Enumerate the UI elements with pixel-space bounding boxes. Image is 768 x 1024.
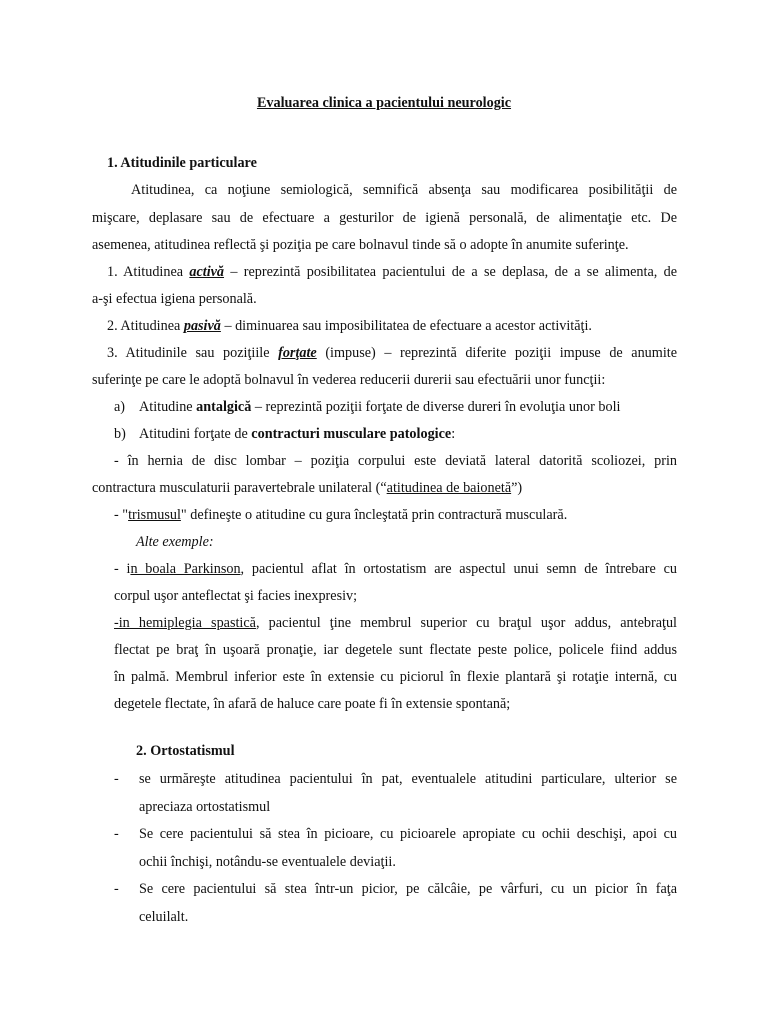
item-2-line — [107, 318, 592, 335]
hernia-line-1: - în hernia de disc lombar – poziţia corpului este deviată lateral datorită scoliozei, prin — [114, 453, 677, 469]
bullet-2-line-1: Se cere pacientului să stea în picioare, cu picioarele apropiate cu ochii deschişi, apoi cu — [139, 826, 677, 842]
item-3-term: forţate — [278, 345, 317, 361]
trismus-term: trismusul — [128, 507, 181, 523]
item-1-line-1 — [107, 264, 677, 281]
hemiplegia-term: -in hemiplegia spastică — [114, 615, 256, 631]
hernia-prefix: contractura musculaturii paravertebrale unilateral (“ — [92, 480, 387, 496]
sub-b-term: contracturi musculare patologice — [251, 426, 452, 442]
parkinson-term: n boala Parkinson — [130, 561, 241, 577]
item-1-rest: – reprezintă posibilitatea pacientului de a se deplasa, de a se alimenta, de — [224, 264, 677, 280]
hemiplegia-line-2: flectat pe braţ în uşoară pronaţie, iar degetele sunt flectate peste police, policele fiind addus — [114, 642, 677, 658]
parkinson-prefix: - i — [114, 561, 131, 577]
bullet-1-line-2: apreciaza ortostatismul — [139, 799, 271, 815]
sub-b-prefix: Atitudini forţate de — [139, 426, 252, 442]
hernia-suffix: ”) — [511, 480, 523, 496]
item-1-prefix: 1. Atitudinea — [107, 264, 190, 280]
item-2-rest: – diminuarea sau imposibilitatea de efectuare a acestor activităţi. — [220, 318, 592, 334]
intro-line-3: asemenea, atitudinea reflectă şi poziţia pe care bolnavul tinde să o adopte în anumite suferinţe. — [92, 237, 629, 253]
sub-b-marker: b) — [114, 426, 126, 442]
alte-exemple-label: Alte exemple: — [136, 534, 214, 550]
trismus-prefix: - " — [114, 507, 129, 523]
section-2-heading: 2. Ortostatismul — [136, 743, 235, 759]
item-1-line-2: a-şi efectua igiena personală. — [92, 291, 257, 307]
document-title: Evaluarea clinica a pacientului neurologic — [256, 95, 512, 111]
intro-line-1: Atitudinea, ca noţiune semiologică, semnifică absenţa sau modificarea posibilităţii de — [131, 182, 677, 198]
sub-a-rest: – reprezintă poziţii forţate de diverse dureri în evoluţia unor boli — [251, 399, 621, 415]
item-3-line-1 — [107, 345, 677, 362]
parkinson-line-2: corpul uşor anteflectat şi facies inexpresiv; — [114, 588, 358, 604]
sub-b-text — [139, 426, 455, 443]
parkinson-line-1 — [114, 561, 677, 578]
intro-line-2: mişcare, deplasare sau de efectuare a gesturilor de igienă personală, de alimentaţie etc. De — [92, 210, 677, 226]
bullet-1-dash: - — [114, 771, 119, 787]
hernia-term: atitudinea de baionetă — [386, 480, 512, 496]
hernia-line-2 — [92, 480, 522, 497]
sub-b-rest: : — [451, 426, 456, 442]
bullet-2-line-2: ochii închişi, notându-se eventualele deviaţii. — [139, 854, 396, 870]
bullet-3-line-1: Se cere pacientului să stea într-un picior, pe călcâie, pe vârfuri, cu un picior în faţa — [139, 881, 677, 897]
item-3-rest: (impuse) – reprezintă diferite poziţii impuse de anumite — [316, 345, 677, 361]
item-2-prefix: 2. Atitudinea — [107, 318, 184, 334]
sub-a-term: antalgică — [196, 399, 252, 415]
bullet-3-dash: - — [114, 881, 119, 897]
sub-a-marker: a) — [114, 399, 126, 415]
trismus-rest: " defineşte o atitudine cu gura încleştată prin contractură musculară. — [180, 507, 568, 523]
bullet-3-line-2: celuilalt. — [139, 909, 189, 925]
parkinson-rest: , pacientul aflat în ortostatism are aspectul unui semn de întrebare cu — [240, 561, 677, 577]
item-2-term: pasivă — [183, 318, 221, 334]
sub-a-prefix: Atitudine — [139, 399, 197, 415]
hemiplegia-line-1 — [114, 615, 677, 632]
trismus-line — [114, 507, 567, 524]
item-3-line-2: suferinţe pe care le adoptă bolnavul în vederea reducerii durerii sau efectuării unor funcţii: — [92, 372, 606, 388]
hemiplegia-line-3: în palmă. Membrul inferior este în extensie cu piciorul în flexie plantară şi rotaţie internă, cu — [114, 669, 677, 685]
bullet-2-dash: - — [114, 826, 119, 842]
item-3-prefix: 3. Atitudinile sau poziţiile — [107, 345, 279, 361]
hemiplegia-line-4: degetele flectate, în afară de haluce care poate fi în extensie spontană; — [114, 696, 511, 712]
sub-a-text — [139, 399, 620, 416]
item-1-term: activă — [189, 264, 225, 280]
section-1-heading: 1. Atitudinile particulare — [107, 155, 257, 171]
bullet-1-line-1: se urmăreşte atitudinea pacientului în pat, eventualele atitudini particulare, ulterior se — [139, 771, 677, 787]
hemiplegia-rest: , pacientul ţine membrul superior cu braţul uşor addus, antebraţul — [255, 615, 677, 631]
